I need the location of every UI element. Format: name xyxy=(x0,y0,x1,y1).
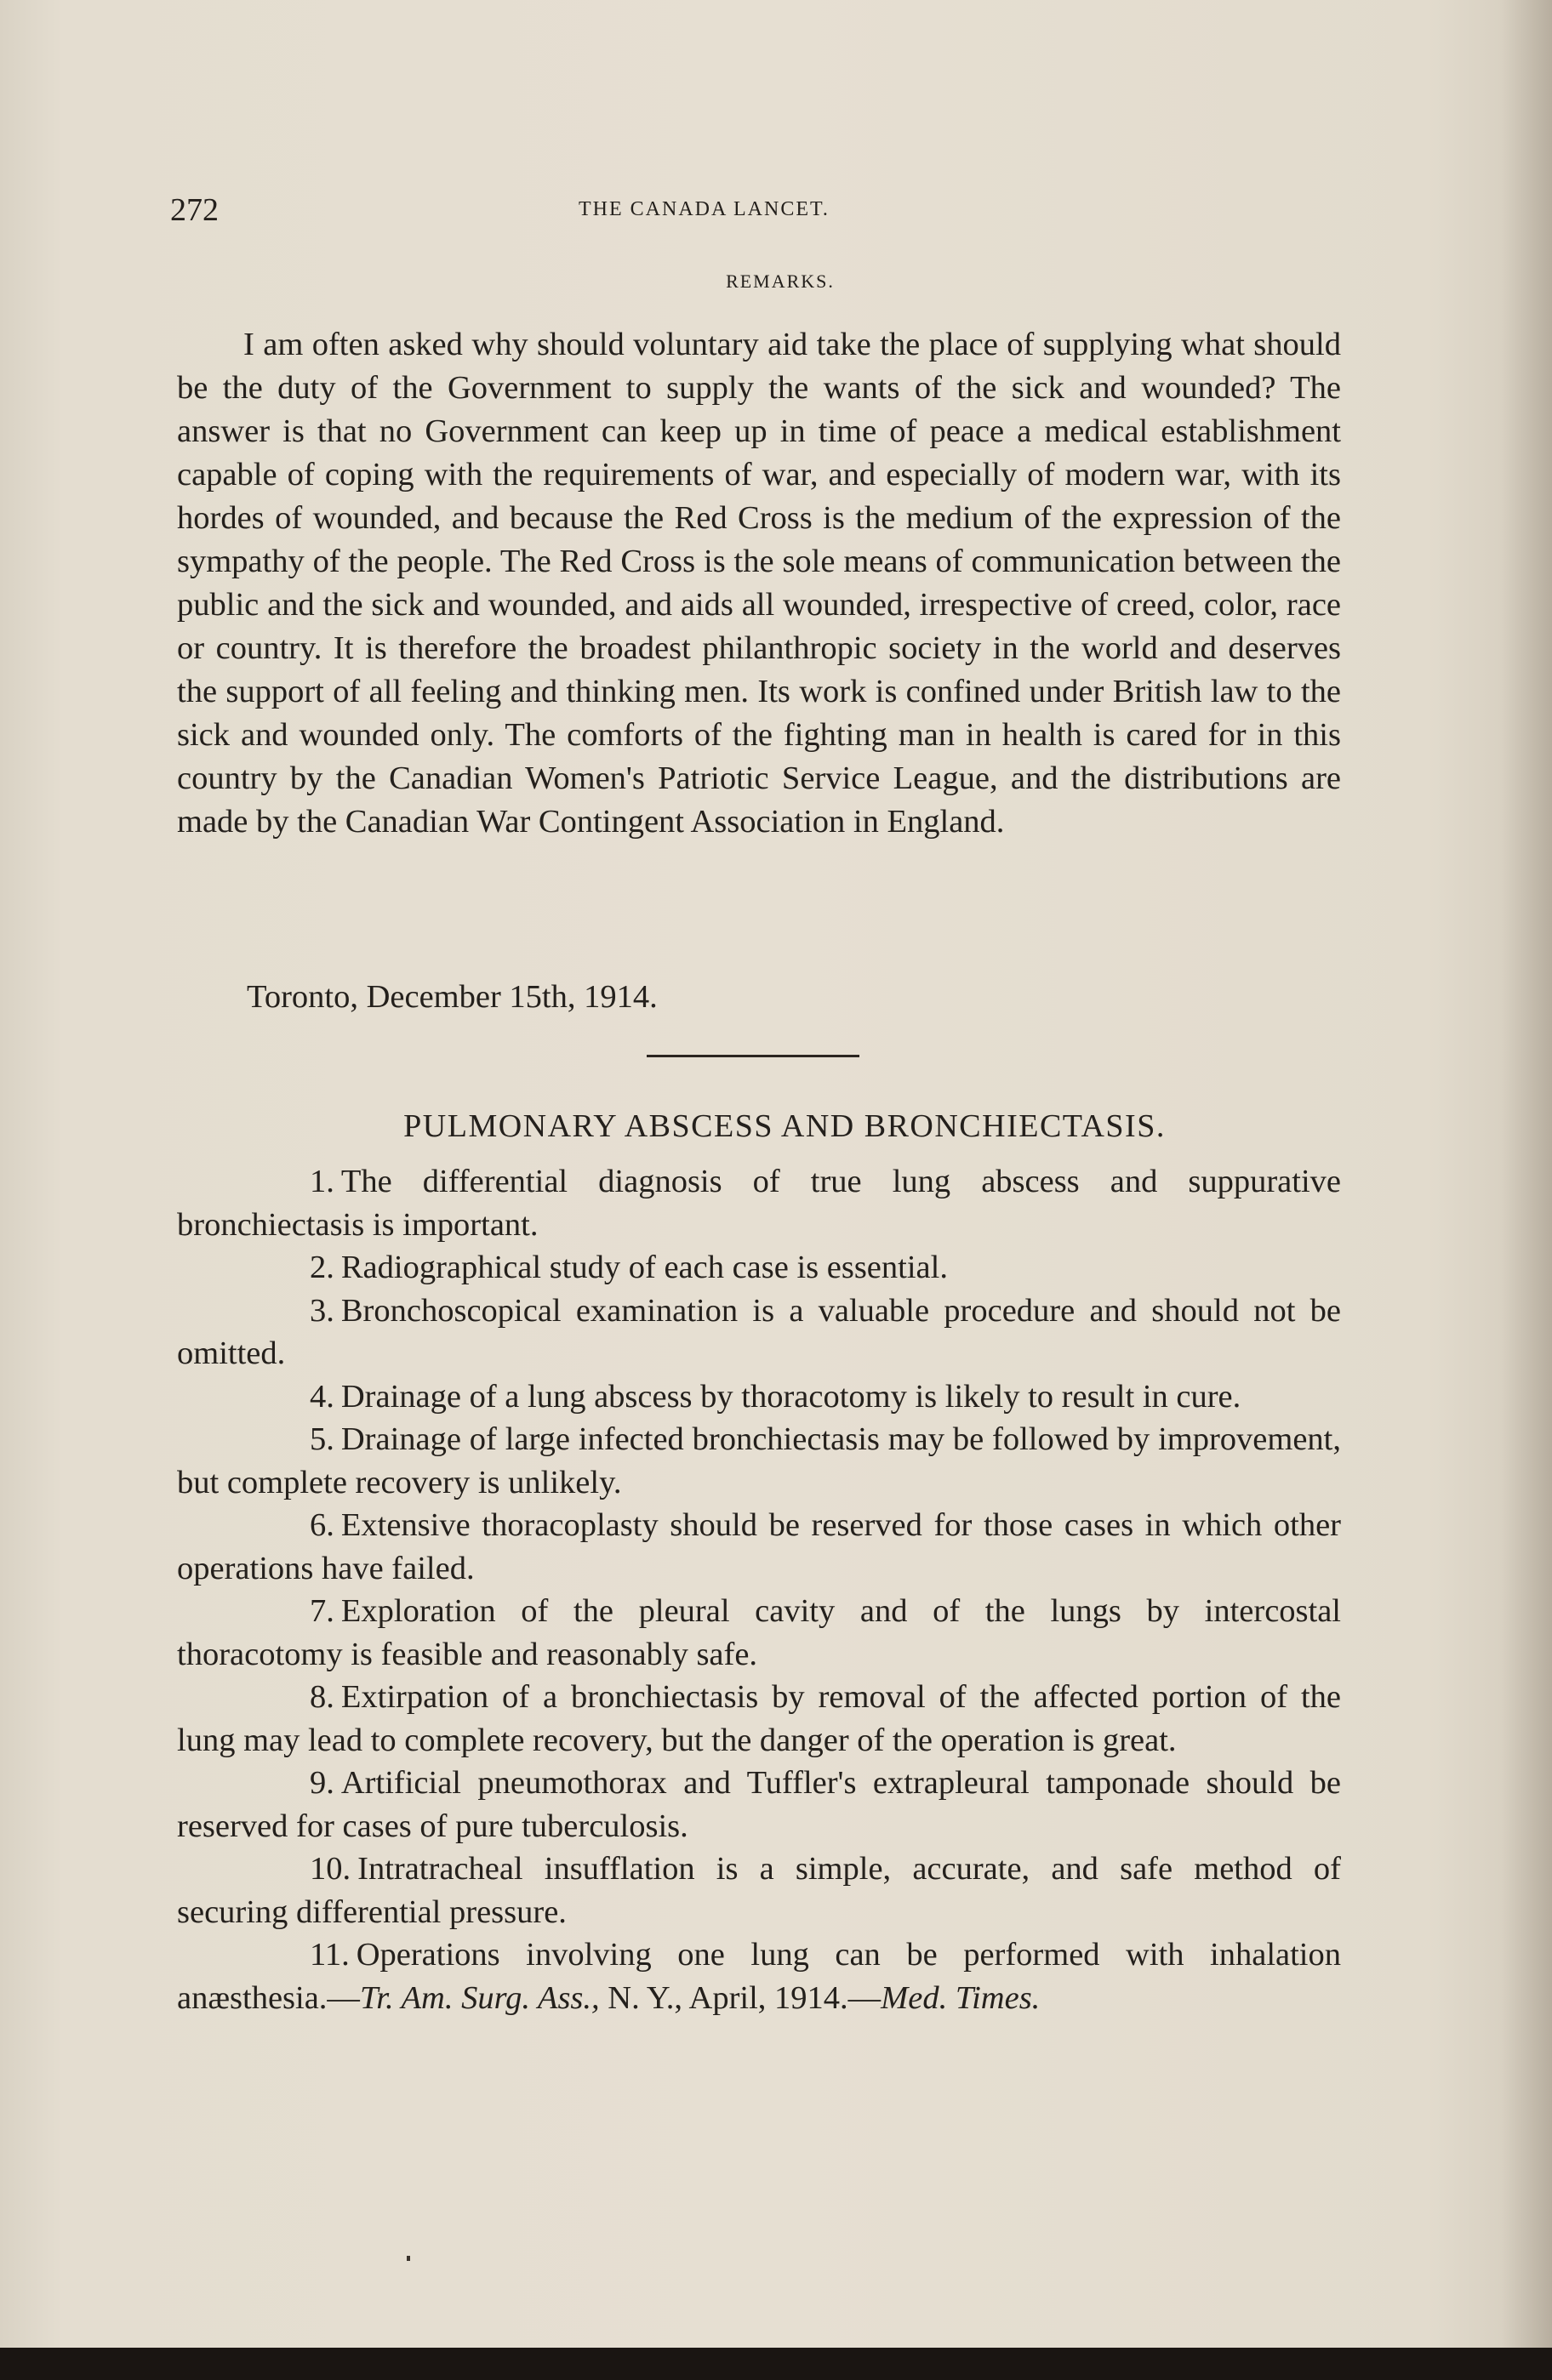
ink-speck xyxy=(407,2256,410,2261)
page-number: 272 xyxy=(170,192,219,228)
citation-source: Med. Times. xyxy=(881,1979,1041,2016)
list-item xyxy=(177,1762,1341,1848)
item-number: 5. xyxy=(310,1421,334,1457)
list-item xyxy=(177,1375,1341,1419)
item-text: Operations involving one lung can be performed with inhalation anæsthesia.— xyxy=(177,1937,1341,2016)
list-item xyxy=(177,1160,1341,1246)
item-text: Extirpation of a bronchiectasis by removal of the affected portion of the lung may lead to complete recovery, but the danger of the operation is great. xyxy=(177,1679,1341,1758)
item-number: 7. xyxy=(310,1593,334,1629)
item-number: 4. xyxy=(310,1378,334,1415)
item-text: Bronchoscopical examination is a valuable procedure and should not be omitted. xyxy=(177,1292,1341,1371)
item-text: Artificial pneumothorax and Tuffler's extrapleural tamponade should be reserved for cases of pure tuberculosis. xyxy=(177,1765,1341,1844)
item-number: 3. xyxy=(310,1292,334,1329)
item-text: Exploration of the pleural cavity and of the lungs by intercostal thoracotomy is feasible and reasonably safe. xyxy=(177,1593,1341,1672)
item-number: 6. xyxy=(310,1507,334,1543)
item-text: Radiographical study of each case is essential. xyxy=(340,1250,948,1285)
citation-details: N. Y., April, 1914.— xyxy=(599,1979,882,2016)
scan-bottom-edge xyxy=(0,2348,1552,2380)
list-item xyxy=(177,1676,1341,1762)
list-item xyxy=(177,1504,1341,1590)
item-text: Extensive thoracoplasty should be reserved for those cases in which other operations have failed. xyxy=(177,1507,1341,1586)
page-shadow xyxy=(1501,0,1552,2348)
remarks-signoff: Toronto, December 15th, 1914. xyxy=(247,979,658,1015)
list-item xyxy=(177,1590,1341,1676)
remarks-paragraph: I am often asked why should voluntary aid take the place of supplying what should be the duty of the Government to supply the wants of the sick and wounded? The answer is that no Government can keep up in time of peace a medical establishment capable of coping with the requirements of war, and especially of modern war, with its hordes of wounded, and because the Red Cross is the medium of the expression of the sympathy of the people. The Red Cross is the sole means of communication between the public and the sick and wounded, and aids all wounded, irrespective of creed, color, race or country. It is therefore the broadest philanthropic society in the world and deserves the support of all feeling and thinking men. Its work is confined under British law to the sick and wounded only. The comforts of the fighting man in health is cared for in this country by the Canadian Women's Patriotic Service League, and the distributions are made by the Canadian War Contingent Association in England. xyxy=(177,327,1341,840)
article-title: PULMONARY ABSCESS AND BRONCHIECTASIS. xyxy=(403,1108,1166,1144)
list-item xyxy=(177,1418,1341,1504)
running-header xyxy=(170,191,1344,234)
item-text: The differential diagnosis of true lung abscess and suppurative bronchiectasis is important. xyxy=(177,1164,1341,1243)
item-number: 8. xyxy=(310,1679,334,1715)
list-item xyxy=(177,1933,1341,2019)
item-number: 9. xyxy=(310,1765,334,1801)
list-item xyxy=(177,1246,1341,1290)
citation-journal: Tr. Am. Surg. Ass., xyxy=(359,1979,600,2016)
item-number: 1. xyxy=(310,1164,334,1199)
remarks-heading: REMARKS. xyxy=(726,270,835,292)
item-number: 10. xyxy=(310,1851,351,1887)
item-number: 11. xyxy=(310,1937,350,1973)
list-item xyxy=(177,1290,1341,1375)
section-divider xyxy=(647,1055,859,1057)
journal-title: THE CANADA LANCET. xyxy=(579,198,830,220)
item-text: Drainage of large infected bronchiectasis may be followed by improvement, but complete recovery is unlikely. xyxy=(177,1421,1341,1500)
item-text: Intratracheal insufflation is a simple, accurate, and safe method of securing differential pressure. xyxy=(177,1851,1341,1930)
list-item xyxy=(177,1848,1341,1933)
item-text: Drainage of a lung abscess by thoracotomy is likely to result in cure. xyxy=(340,1378,1241,1415)
item-number: 2. xyxy=(310,1250,334,1285)
numbered-list xyxy=(177,1160,1341,2019)
